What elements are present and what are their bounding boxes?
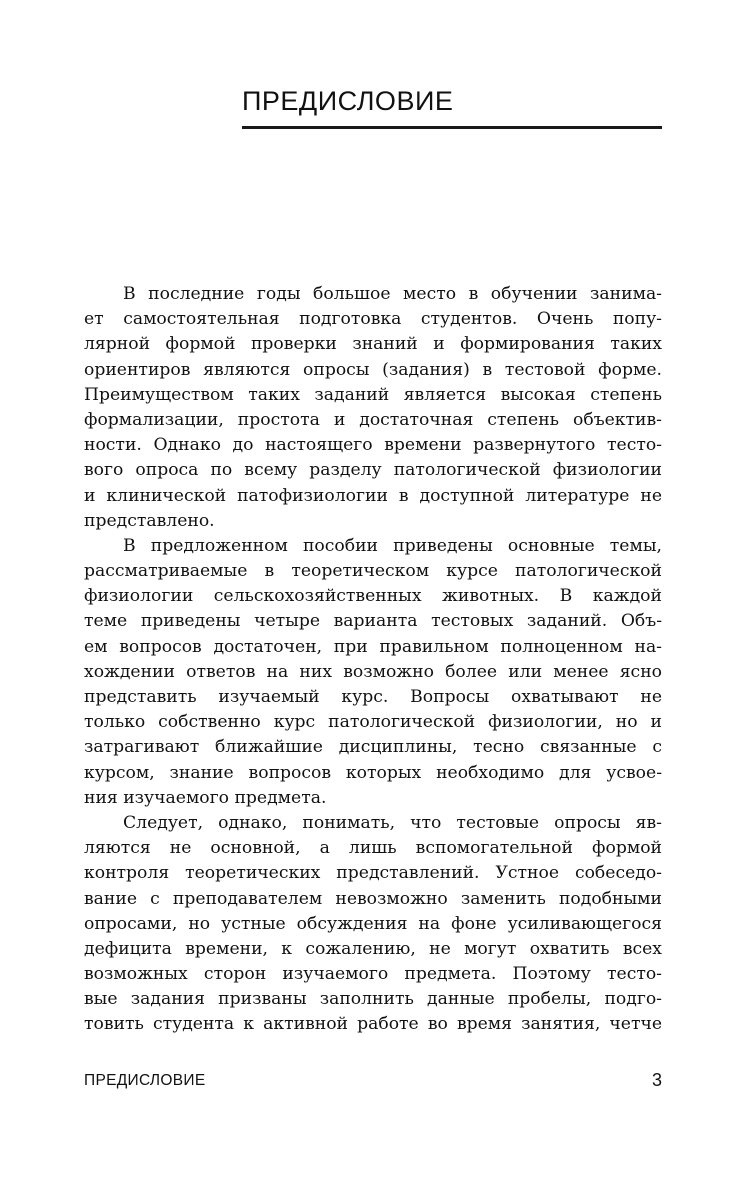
text-line: лярной формой проверки знаний и формирования таких	[84, 334, 662, 355]
text-line: В предложенном пособии приведены основные темы,	[123, 535, 662, 556]
text-line: представлено.	[84, 510, 215, 531]
text-line: контроля теоретических представлений. Устное собеседо-	[84, 863, 662, 884]
text-line: курсом, знание вопросов которых необходимо для усвое-	[84, 762, 662, 783]
text-line: ляются не основной, а лишь вспомогательной формой	[84, 838, 662, 859]
text-line: вание с преподавателем невозможно заменить подобными	[84, 888, 662, 909]
text-line: опросами, но устные обсуждения на фоне усиливающегося	[84, 913, 662, 934]
text-line: формализации, простота и достаточная степень объектив-	[84, 409, 662, 430]
text-line: ности. Однако до настоящего времени развернутого тесто-	[84, 435, 662, 456]
text-line: ния изучаемого предмета.	[84, 787, 327, 808]
text-line: вые задания призваны заполнить данные пробелы, подго-	[84, 989, 662, 1010]
page-number: 3	[651, 1070, 662, 1090]
body-text	[84, 282, 662, 1038]
text-line: представить изучаемый курс. Вопросы охватывают не	[84, 687, 662, 707]
text-line: дефицита времени, к сожалению, не могут охватить всех	[84, 938, 662, 959]
text-line: ет самостоятельная подготовка студентов. Очень попу-	[84, 309, 662, 330]
text-line: затрагивают ближайшие дисциплины, тесно связанные с	[84, 737, 662, 758]
text-line: возможных сторон изучаемого предмета. Поэтому тесто-	[84, 964, 662, 985]
text-line: ориентиров являются опросы (задания) в тестовой форме.	[84, 359, 662, 380]
text-line: товить студента к активной работе во время занятия, четче	[84, 1014, 662, 1035]
text-line: вого опроса по всему разделу патологической физиологии	[84, 460, 662, 481]
text-line: Следует, однако, понимать, что тестовые опросы яв-	[123, 812, 662, 833]
title-divider	[242, 126, 662, 129]
page-title: ПРЕДИСЛОВИЕ	[242, 86, 454, 116]
text-line: Преимуществом таких заданий является высокая степень	[84, 384, 662, 405]
text-line: рассматриваемые в теоретическом курсе патологической	[84, 561, 662, 582]
text-line: и клинической патофизиологии в доступной литературе не	[84, 485, 662, 506]
text-line: В последние годы большое место в обучении занима-	[123, 284, 662, 304]
text-line: хождении ответов на них возможно более или менее ясно	[84, 661, 662, 682]
text-line: теме приведены четыре варианта тестовых заданий. Объ-	[84, 611, 662, 632]
running-footer-title: ПРЕДИСЛОВИЕ	[84, 1072, 206, 1089]
text-line: ем вопросов достаточен, при правильном полноценном на-	[84, 636, 662, 657]
text-line: только собственно курс патологической физиологии, но и	[84, 712, 662, 733]
text-line: физиологии сельскохозяйственных животных. В каждой	[84, 586, 662, 607]
